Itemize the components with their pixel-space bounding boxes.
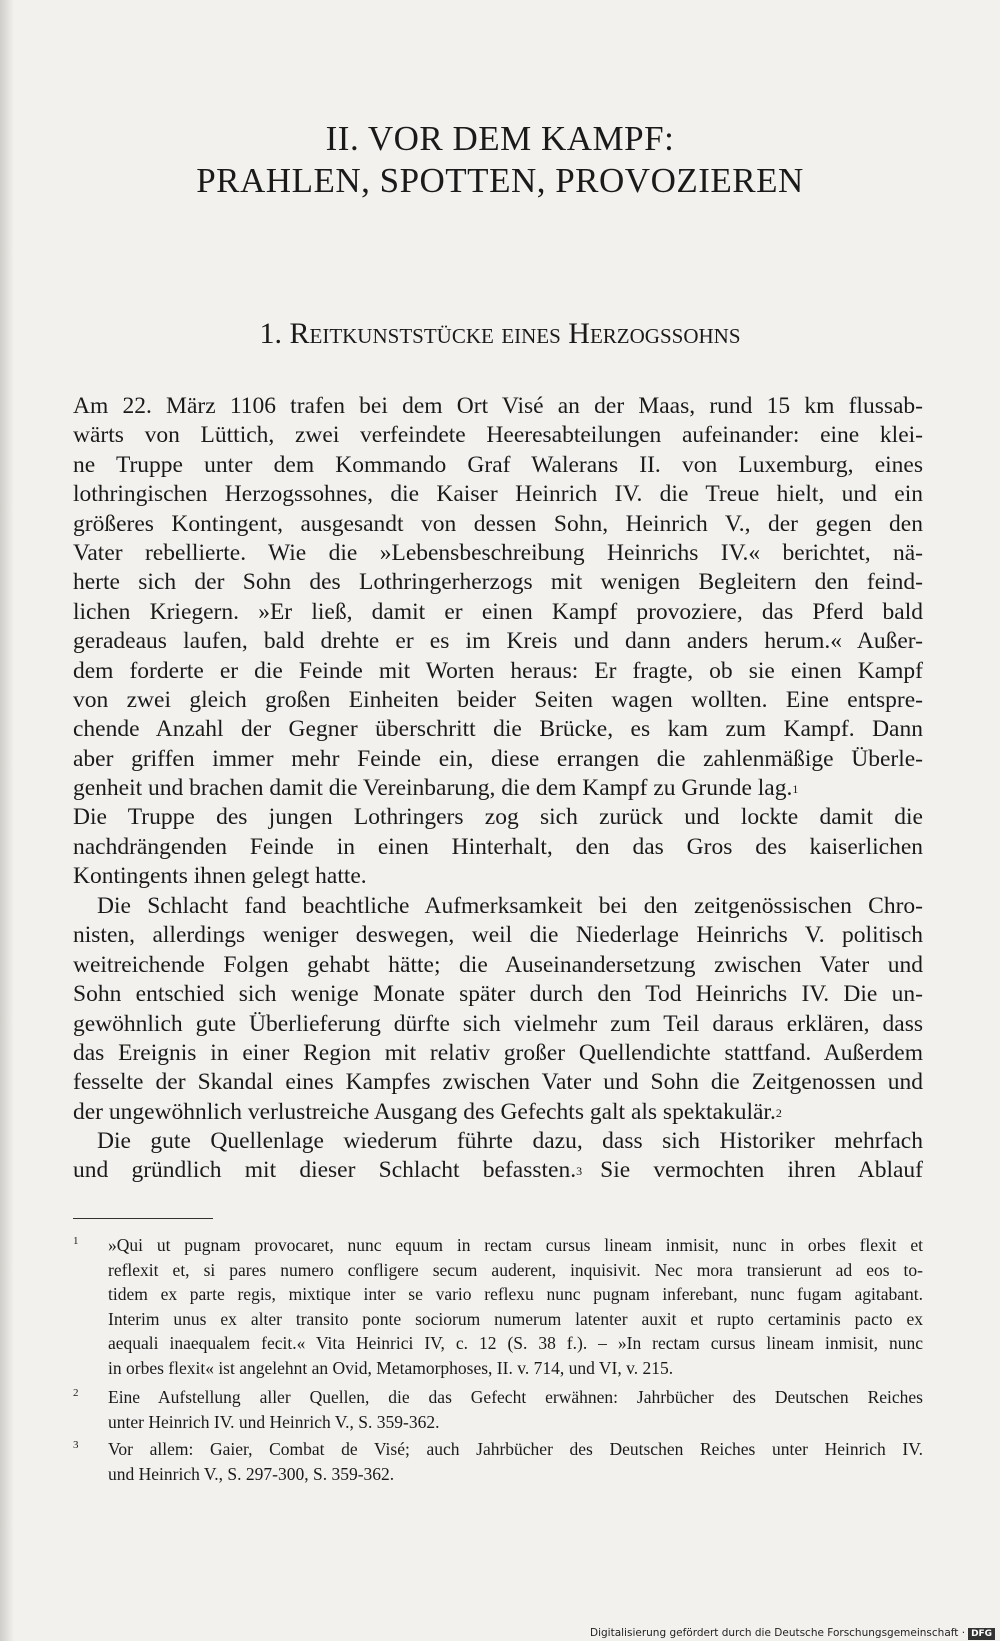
body-line-text: Sohn entschied sich wenige Monate später durch den Tod Heinrichs IV. Die un- [73,981,923,1008]
footnote-line-text: Eine Aufstellung aller Quellen, die das Gefecht erwähnen: Jahrbücher des Deutschen Reiches [108,1387,923,1407]
body-line [73,1068,923,1097]
body-line [73,1039,923,1068]
body-line-text: das Ereignis in einer Region mit relativ großer Quellendichte stattfand. Außerdem [73,1039,923,1066]
body-line-text: Sie vermochten ihren Ablauf [600,1157,923,1184]
footnote-mark: 1 [792,782,799,797]
body-line-text: wärts von Lüttich, zwei verfeindete Heeresabteilungen aufeinander: eine klei- [73,422,923,449]
body-line-text: lothringischen Herzogssohnes, die Kaiser Heinrich IV. die Treue hielt, und ein [73,481,923,508]
body-line-text: gewöhnlich gute Überlieferung dürfte sich vielmehr zum Teil daraus erklären, dass [73,1010,923,1037]
section-number: 1. [259,317,282,350]
paragraph-1 [73,392,923,892]
body-line [73,598,923,627]
page-edge-shadow [0,0,14,1641]
section-heading: Reitkunststücke eines Herzogssohns [289,317,741,350]
body-line-text: Vater rebellierte. Wie die »Lebensbeschreibung Heinrichs IV.« berichtet, nä- [73,539,923,566]
body-line [73,451,923,480]
body-line [73,980,923,1009]
body-line-text: größeres Kontingent, ausgesandt von dessen Sohn, Heinrich V., der gegen den [73,510,923,537]
digitization-credit [590,1626,1000,1641]
footnote-line [108,1410,923,1435]
footnote-number: 1 [73,1235,79,1247]
body-line [73,539,923,568]
body-line: Die gute Quellenlage wiederum führte dazu, dass sich Historiker mehrfach [97,1128,923,1154]
footnote-line-text: »Qui ut pugnam provocaret, nunc equum in rectam cursus lineam inmisit, nunc in orbes flexit et [108,1235,923,1255]
body-line [73,745,923,774]
footnote-line [108,1258,923,1283]
body-line [73,803,923,832]
body-line-text: herte sich der Sohn des Lothringerherzogs mit wenigen Begleitern den feind- [73,569,923,596]
body-line [73,1156,923,1185]
dfg-logo: DFG [968,1628,995,1640]
body-line [73,480,923,509]
body-line-text: nachdrängenden Feinde in einen Hinterhalt, den das Gros des kaiserlichen [73,833,923,860]
footnote-separator [73,1218,213,1219]
body-line [73,392,923,421]
body-line-text: Kontingents ihnen gelegt hatte. [73,863,367,890]
footnote-line-text: tidem ex parte regis, mixtique inter se vario reflexu nunc pugnam inferebant, nunc fugam agitabant. [108,1284,923,1305]
footnote-line-text: reflexit et, si pares numero confligere secum auderent, inquisivit. Nec mora transierunt ad eos to- [108,1259,923,1280]
footnote-number: 2 [73,1387,79,1399]
body-line [73,627,923,656]
body-line [73,833,923,862]
body-line-text: aber griffen immer mehr Feinde ein, diese errangen die zahlenmäßige Überle- [73,745,923,772]
credit-text: Digitalisierung gefördert durch die Deutsche Forschungsgemeinschaft · [590,1627,966,1639]
footnote-line [108,1462,923,1487]
footnote-2 [73,1385,923,1434]
body-line-text: fesselte der Skandal eines Kampfes zwischen Vater und Sohn die Zeitgenossen und [73,1069,923,1096]
body-line [73,1098,923,1127]
body-line [73,892,923,921]
section-title [0,316,1000,352]
body-line [73,921,923,950]
body-line-text: Die Schlacht fand beachtliche Aufmerksamkeit bei den zeitgenössischen Chro- [97,893,923,919]
body-line-text: geradeaus laufen, bald drehte er es im Kreis und dann anders herum.« Außer- [73,628,923,655]
paragraph-3 [73,1127,923,1186]
footnote-line-text: unter Heinrich IV. und Heinrich V., S. 359-362. [108,1411,440,1432]
body-line [73,686,923,715]
footnote-1 [73,1233,923,1381]
footnote-line [108,1385,923,1410]
body-line [73,951,923,980]
chapter-title-line-2: PRAHLEN, SPOTTEN, PROVOZIEREN [196,161,804,200]
body-line-text: und gründlich mit dieser Schlacht befassten. [73,1157,577,1184]
body-line-text: chende Anzahl der Gegner überschritt die Brücke, es kam zum Kampf. Dann [73,716,923,743]
footnote-line [108,1437,923,1462]
body-line-text: Die Truppe des jungen Lothringers zog sich zurück und lockte damit die [73,804,923,831]
body-line-text: Am 22. März 1106 trafen bei dem Ort Visé an der Maas, rund 15 km flussab- [73,393,923,419]
footnote-line-text: Vor allem: Gaier, Combat de Visé; auch Jahrbücher des Deutschen Reiches unter Heinrich IV. [108,1439,923,1459]
footnote-line [108,1307,923,1332]
body-line [73,774,923,803]
footnote-line-text: Interim unus ex alter transito ponte sociorum numerum latenter auxit et rupto certaminis pacto ex [108,1308,923,1329]
footnote-line-text: in orbes flexit« ist angelehnt an Ovid, Metamorphoses, II. v. 714, und VI, v. 215. [108,1357,674,1378]
footnote-line [108,1282,923,1307]
footnote-line-text: aequali inaequalem fecit.« Vita Heinrici IV, c. 12 (S. 38 f.). – »In rectam cursus lineam inmisit, nunc [108,1333,923,1354]
body-line [73,862,923,891]
body-line-text: der ungewöhnlich verlustreiche Ausgang des Gefechts galt als spektakulär. [73,1098,776,1125]
footnote-line [108,1331,923,1356]
body-line [73,510,923,539]
footnote-number: 3 [73,1439,79,1451]
body-line-text: ne Truppe unter dem Kommando Graf Walerans II. von Luxemburg, eines [73,451,923,478]
chapter-title-line-1: II. VOR DEM KAMPF: [325,119,675,158]
body-line [73,1010,923,1039]
paragraph-2 [73,892,923,1127]
footnote-line-text: und Heinrich V., S. 297-300, S. 359-362. [108,1463,395,1484]
body-line-text: lichen Kriegern. »Er ließ, damit er einen Kampf provoziere, das Pferd bald [73,598,923,625]
body-line-text: von zwei gleich großen Einheiten beider Seiten wagen wollten. Eine entspre- [73,686,923,713]
footnote-mark: 2 [775,1105,782,1120]
footnote-line [108,1233,923,1258]
footnote-mark: 3 [576,1164,583,1179]
footnote-3 [73,1437,923,1486]
body-line [73,715,923,744]
body-line-text: dem forderte er die Feinde mit Worten heraus: Er fragte, ob sie einen Kampf [73,657,923,684]
body-line-text: genheit und brachen damit die Vereinbarung, die dem Kampf zu Grunde lag. [73,775,793,802]
body-line [73,657,923,686]
body-line-text: nisten, allerdings weniger deswegen, weil die Niederlage Heinrichs V. politisch [73,922,923,949]
body-line-text: weitreichende Folgen gehabt hätte; die Auseinandersetzung zwischen Vater und [73,951,923,978]
body-line [73,421,923,450]
footnote-line [108,1356,923,1381]
body-line [73,568,923,597]
